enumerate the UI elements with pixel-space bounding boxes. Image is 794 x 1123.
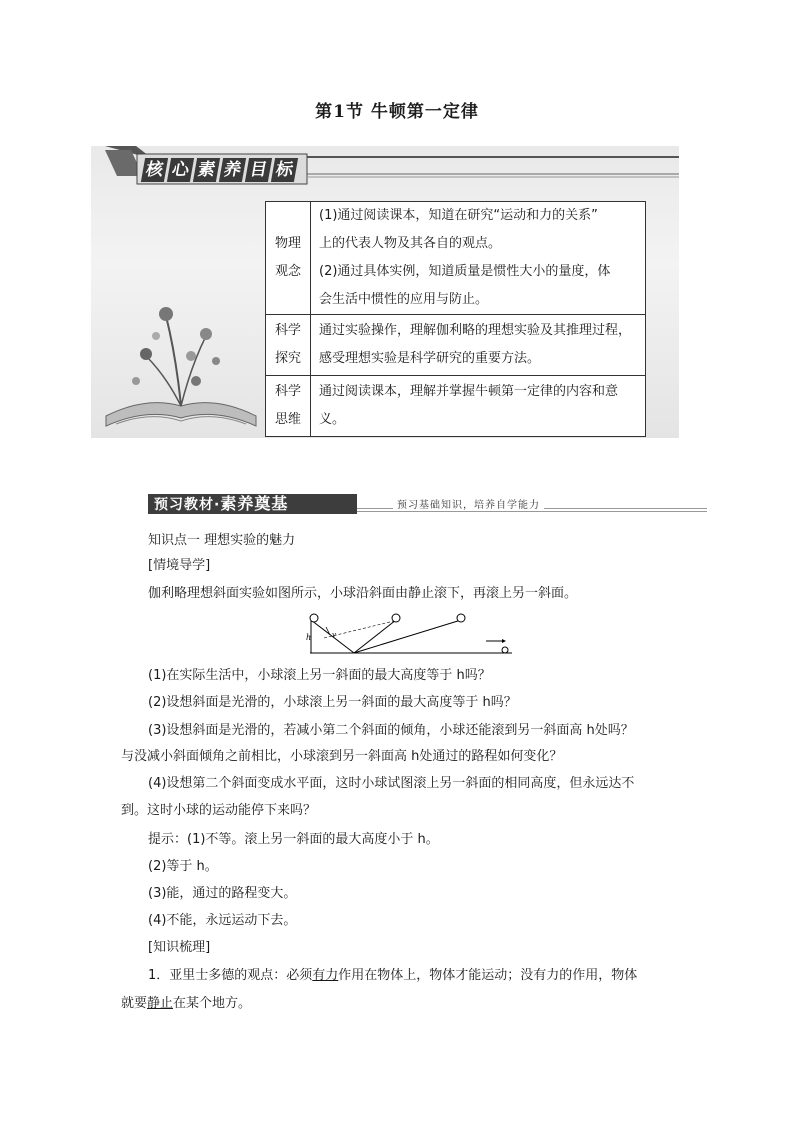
description-line: (2)通过具体实例，知道质量是惯性大小的量度，体 [319, 264, 611, 279]
preview-label [148, 494, 357, 514]
knowledge-point-heading: 知识点一 理想实验的魅力 [148, 533, 296, 548]
description-line: 通过实验操作，理解伽利略的理想实验及其推理过程， [319, 323, 632, 338]
k1-line2-suffix: 在某个地方。 [173, 996, 252, 1011]
situation-tag: [情境导学] [148, 558, 211, 573]
description-line: 感受理想实验是科学研究的重要方法。 [319, 351, 541, 366]
description-line: 上的代表人物及其各自的观点。 [319, 236, 502, 251]
question-3b: 与没减小斜面倾角之前相比，小球滚到另一斜面高 h处通过的路程如何变化？ [121, 749, 563, 764]
table-row [266, 376, 646, 437]
book-flower-illustration [96, 256, 266, 436]
incline-experiment-diagram [306, 613, 516, 658]
height-label: h [306, 633, 312, 642]
core-literacy-box [91, 146, 679, 438]
core-literacy-table [265, 201, 646, 437]
badge-char: 核 [141, 158, 168, 182]
description-cell [311, 376, 646, 437]
preview-label-b: 素养奠基 [220, 494, 289, 513]
preview-subtitle: 预习基础知识，培养自学能力 [393, 496, 544, 511]
question-4a: (4)设想第二个斜面变成水平面，这时小球试图滚上另一斜面的相同高度，但永远达不 [148, 776, 635, 791]
k1-blank-1: 有力 [312, 968, 339, 983]
answer-1: 提示：(1)不等。滚上另一斜面的最大高度小于 h。 [148, 832, 439, 847]
core-literacy-badge [143, 158, 296, 182]
description-line: 义。 [319, 412, 346, 427]
knowledge-item-1 [148, 966, 637, 986]
badge-char: 养 [219, 158, 246, 182]
description-line: (1)通过阅读课本，知道在研究“运动和力的关系” [319, 208, 598, 223]
badge-char: 素 [193, 158, 220, 182]
category-cell: 物理观念 [266, 202, 311, 315]
k1-line2-prefix: 就要 [121, 996, 148, 1011]
core-literacy-header [91, 146, 679, 188]
badge-char: 标 [271, 158, 298, 182]
table-row [266, 315, 646, 376]
k1-mid: 作用在物体上，物体才能运动；没有力的作用，物体 [338, 968, 638, 983]
category-cell: 科学思维 [266, 376, 311, 437]
answer-3: (3)能，通过的路程变大。 [148, 886, 297, 901]
intro-text: 伽利略理想斜面实验如图所示，小球沿斜面由静止滚下，再滚上另一斜面。 [148, 586, 578, 601]
category-cell: 科学探究 [266, 315, 311, 376]
question-4b: 到。这时小球的运动能停下来吗？ [121, 803, 317, 818]
question-1: (1)在实际生活中，小球滚上另一斜面的最大高度等于 h吗？ [148, 668, 491, 683]
velocity-label: v [332, 631, 336, 639]
preview-label-a: 预习教材· [154, 497, 221, 513]
question-3a: (3)设想斜面是光滑的，若减小第二个斜面的倾角，小球还能滚到另一斜面高 h处吗？ [148, 723, 634, 738]
page-title: 第1节 牛顿第一定律 [315, 102, 479, 122]
answer-2: (2)等于 h。 [148, 859, 218, 874]
answer-4: (4)不能，永远运动下去。 [148, 913, 297, 928]
description-cell [311, 315, 646, 376]
description-cell [311, 202, 646, 315]
badge-char: 心 [167, 158, 194, 182]
k1-blank-2: 静止 [147, 996, 174, 1011]
description-line: 会生活中惯性的应用与防止。 [319, 292, 489, 307]
knowledge-item-1-line2 [121, 994, 251, 1014]
k1-prefix: 1．亚里士多德的观点：必须 [148, 968, 313, 983]
table-row [266, 202, 646, 315]
description-line: 通过阅读课本，理解并掌握牛顿第一定律的内容和意 [319, 384, 619, 399]
badge-char: 目 [245, 158, 272, 182]
question-2: (2)设想斜面是光滑的，小球滚上另一斜面的最大高度等于 h吗？ [148, 695, 517, 710]
knowledge-tag: [知识梳理] [148, 940, 211, 955]
preview-banner [148, 494, 708, 516]
